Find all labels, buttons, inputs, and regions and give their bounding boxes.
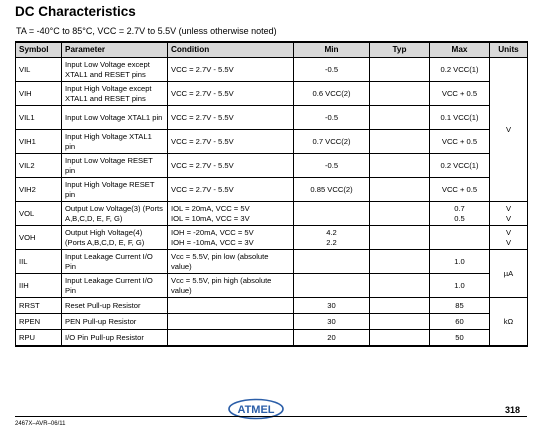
typ-cell [370,298,430,314]
cond-cell [168,314,294,330]
cond-cell: VCC = 2.7V - 5.5V [168,58,294,82]
cond-cell: Vcc = 5.5V, pin high (absolute value) [168,274,294,298]
header-typ: Typ [370,42,430,58]
min-cell: 0.7 VCC(2) [294,130,370,154]
max-cell: VCC + 0.5 [430,82,490,106]
cond-cell: Vcc = 5.5V, pin low (absolute value) [168,250,294,274]
units-volt: V [490,58,528,202]
header-min: Min [294,42,370,58]
min-cell: 0.6 VCC(2) [294,82,370,106]
table-header-row [16,42,528,58]
param-cell: Input High Voltage except XTAL1 and RESET pins [62,82,168,106]
cond-cell [168,298,294,314]
cond-cell: VCC = 2.7V - 5.5V [168,106,294,130]
footer-divider [15,416,527,417]
max-cell: VCC + 0.5 [430,178,490,202]
table-row [16,82,528,106]
min-cell [294,202,370,226]
typ-cell [370,82,430,106]
units-microamp: µA [490,250,528,298]
max-cell: 0.1 VCC(1) [430,106,490,130]
typ-cell [370,330,430,346]
param-cell: Output Low Voltage(3) (Ports A,B,C,D, E, F, G) [62,202,168,226]
symbol-cell: RPEN [16,314,62,330]
min-cell: 0.85 VCC(2) [294,178,370,202]
table-row [16,130,528,154]
cond-cell: VCC = 2.7V - 5.5V [168,178,294,202]
symbol-cell: VIH2 [16,178,62,202]
cond-cell: IOH = -20mA, VCC = 5V IOH = -10mA, VCC = 3V [168,226,294,250]
param-cell: Input Low Voltage XTAL1 pin [62,106,168,130]
symbol-cell: VOH [16,226,62,250]
max-cell: VCC + 0.5 [430,130,490,154]
table-row [16,178,528,202]
param-cell: Reset Pull-up Resistor [62,298,168,314]
max-cell: 1.0 [430,250,490,274]
typ-cell [370,202,430,226]
table-row [16,330,528,346]
param-cell: PEN Pull-up Resistor [62,314,168,330]
table-row [16,202,528,226]
typ-cell [370,226,430,250]
table-row [16,154,528,178]
document-code: 2467X–AVR–06/11 [15,421,66,427]
page-number: 318 [505,405,521,415]
typ-cell [370,314,430,330]
typ-cell [370,106,430,130]
symbol-cell: VIH1 [16,130,62,154]
conditions-subtitle [16,26,277,36]
min-cell: -0.5 [294,106,370,130]
max-cell: 85 [430,298,490,314]
subtitle-text: TA = -40°C to 85°C, VCC = 2.7V to 5.5V (unless otherwise noted) [16,26,277,36]
min-cell: -0.5 [294,154,370,178]
units-cell: V V [490,202,528,226]
param-cell: Input Leakage Current I/O Pin [62,250,168,274]
typ-cell [370,154,430,178]
header-symbol: Symbol [16,42,62,58]
cond-cell: IOL = 20mA, VCC = 5V IOL = 10mA, VCC = 3V [168,202,294,226]
min-cell: 20 [294,330,370,346]
symbol-cell: VIL2 [16,154,62,178]
max-cell: 50 [430,330,490,346]
param-cell: Input High Voltage XTAL1 pin [62,130,168,154]
symbol-cell: IIL [16,250,62,274]
max-cell [430,226,490,250]
max-cell: 1.0 [430,274,490,298]
table-row [16,314,528,330]
typ-cell [370,58,430,82]
table-row [16,298,528,314]
typ-cell [370,130,430,154]
min-cell [294,250,370,274]
typ-cell [370,178,430,202]
symbol-cell: VIL1 [16,106,62,130]
min-cell: 30 [294,314,370,330]
param-cell: Output High Voltage(4) (Ports A,B,C,D, E, F, G) [62,226,168,250]
symbol-cell: RPU [16,330,62,346]
page-title: DC Characteristics [15,4,136,19]
table-row [16,226,528,250]
dc-characteristics-table [15,41,528,347]
typ-cell [370,274,430,298]
symbol-cell: VIH [16,82,62,106]
param-cell: Input Leakage Current I/O Pin [62,274,168,298]
param-cell: I/O Pin Pull-up Resistor [62,330,168,346]
param-cell: Input Low Voltage RESET pin [62,154,168,178]
header-units: Units [490,42,528,58]
units-kilohm: kΩ [490,298,528,346]
table-row [16,106,528,130]
table-row [16,58,528,82]
min-cell [294,274,370,298]
max-cell: 0.2 VCC(1) [430,154,490,178]
cond-cell: VCC = 2.7V - 5.5V [168,154,294,178]
symbol-cell: VOL [16,202,62,226]
min-cell: 30 [294,298,370,314]
min-cell: 4.2 2.2 [294,226,370,250]
cond-cell [168,330,294,346]
max-cell: 0.7 0.5 [430,202,490,226]
symbol-cell: IIH [16,274,62,298]
logo-text: ATMEL [237,404,275,416]
units-cell: V V [490,226,528,250]
header-max: Max [430,42,490,58]
symbol-cell: VIL [16,58,62,82]
cond-cell: VCC = 2.7V - 5.5V [168,82,294,106]
max-cell: 0.2 VCC(1) [430,58,490,82]
header-parameter: Parameter [62,42,168,58]
table-row [16,274,528,298]
typ-cell [370,250,430,274]
symbol-cell: RRST [16,298,62,314]
cond-cell: VCC = 2.7V - 5.5V [168,130,294,154]
max-cell: 60 [430,314,490,330]
param-cell: Input High Voltage RESET pin [62,178,168,202]
min-cell: -0.5 [294,58,370,82]
param-cell: Input Low Voltage except XTAL1 and RESET pins [62,58,168,82]
table-row [16,250,528,274]
header-condition: Condition [168,42,294,58]
